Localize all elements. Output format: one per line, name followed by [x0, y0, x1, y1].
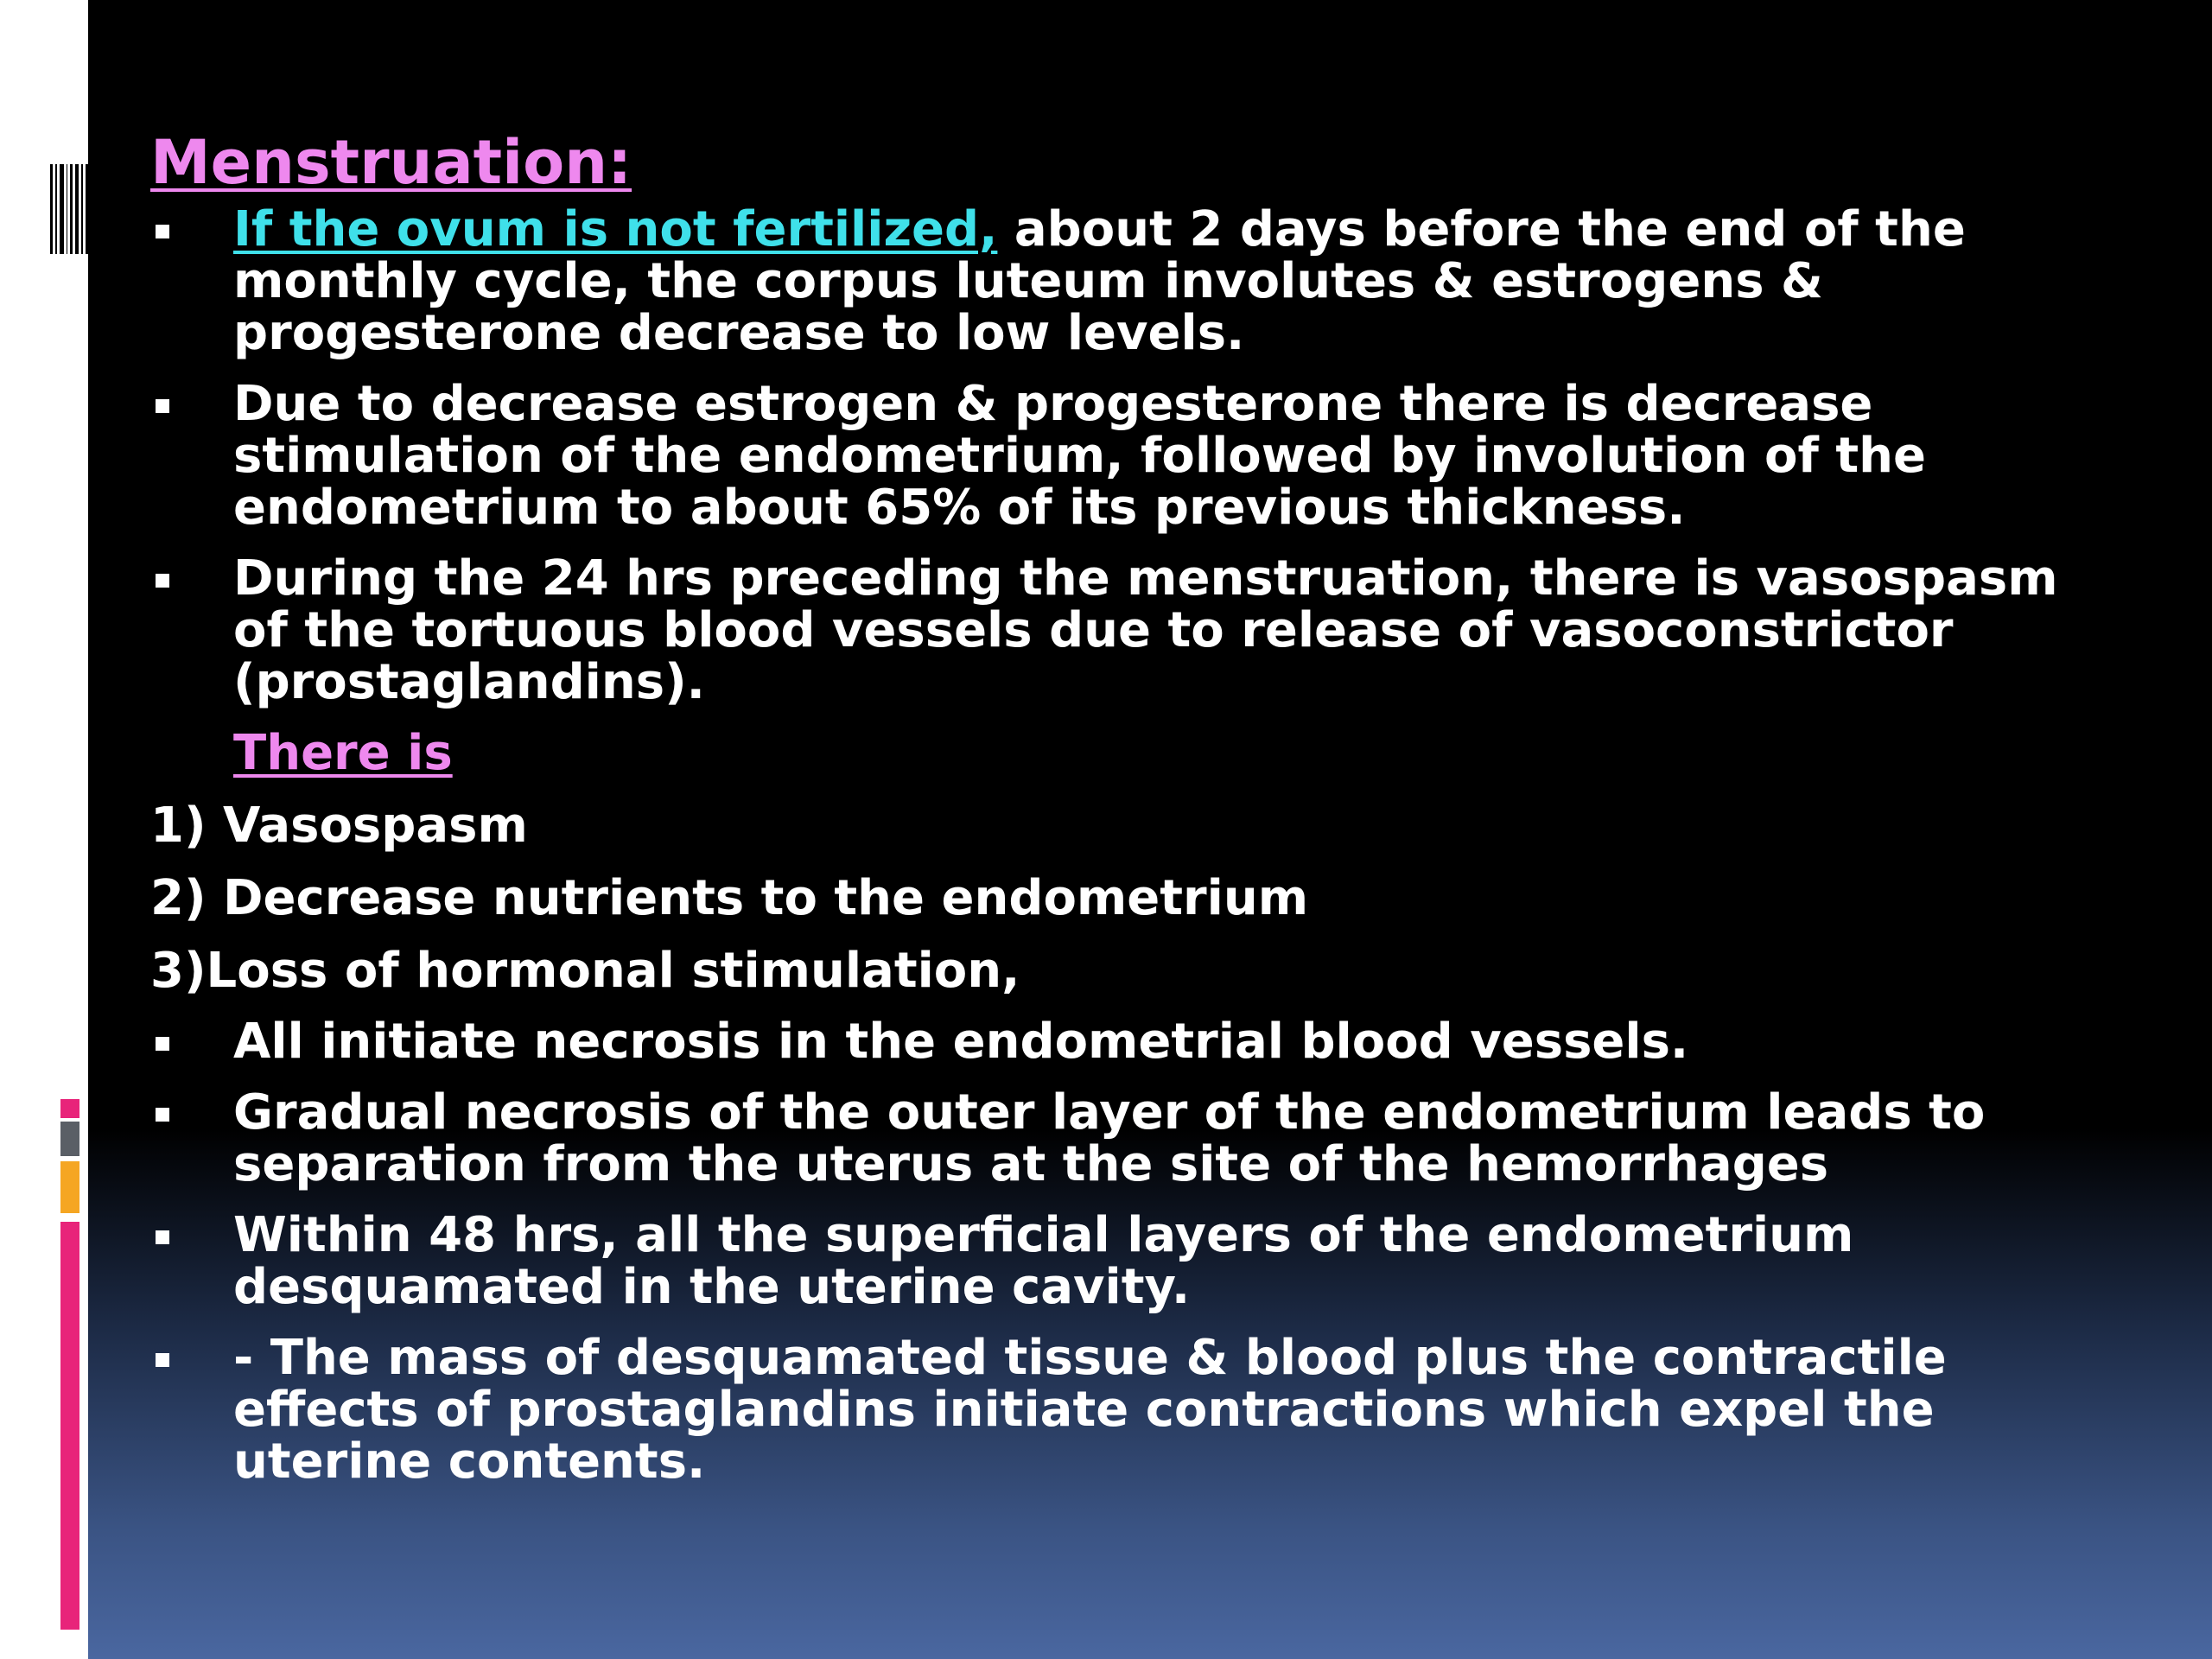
bullet-item: [150, 1084, 2094, 1192]
bullet-item: [150, 378, 2094, 534]
hyperlink-text[interactable]: If the ovum is not fertilized,: [233, 201, 998, 257]
bullet-text: - The mass of desquamated tissue & blood plus the contractile effects of prostaglandins initiate contractions which expel the uterine contents.: [233, 1330, 1947, 1490]
accent-bar-gray: [60, 1122, 79, 1156]
bullet-item: [150, 1332, 2094, 1488]
bullet-text: All initiate necrosis in the endometrial blood vessels.: [233, 1014, 1689, 1070]
bullet-text: Due to decrease estrogen & progesterone there is decrease stimulation of the endometrium, followed by involution of the endometrium to about 65% of its previous thickness.: [233, 376, 1926, 536]
numbered-item: 2) Decrease nutrients to the endometrium: [150, 870, 1309, 926]
bullet-item: [150, 1016, 2094, 1068]
bullet-text: During the 24 hrs preceding the menstruation, there is vasospasm of the tortuous blood vessels due to release of vasoconstrictor (prostaglandins).: [233, 550, 2058, 710]
bullet-item: [150, 1207, 2094, 1315]
numbered-item: 1) Vasospasm: [150, 798, 528, 854]
bullet-square-icon: [156, 399, 169, 413]
accent-bar-magenta: [60, 1222, 79, 1630]
barcode-decoration: [50, 164, 88, 254]
accent-bar-orange: [60, 1161, 79, 1213]
bullet-square-icon: [156, 1230, 169, 1244]
bullet-text: Gradual necrosis of the outer layer of the endometrium leads to separation from the uterus at the site of the hemorrhages: [233, 1084, 1986, 1192]
slide-title: Menstruation:: [150, 127, 632, 198]
bullet-square-icon: [156, 225, 169, 238]
bullet-square-icon: [156, 1108, 169, 1122]
left-margin-strip: [0, 0, 88, 1659]
bullet-square-icon: [156, 1353, 169, 1367]
bullet-text: about 2 days before the end of the monthly cycle, the corpus luteum involutes & estrogens & progesterone decrease to low levels.: [233, 201, 1966, 361]
numbered-item: 3)Loss of hormonal stimulation,: [150, 943, 1020, 999]
bullet-square-icon: [156, 1037, 169, 1051]
slide-content: [150, 128, 2094, 1488]
bullet-text: Within 48 hrs, all the superficial layers of the endometrium desquamated in the uterine cavity.: [233, 1207, 1854, 1315]
bullet-square-icon: [156, 574, 169, 588]
accent-bar-magenta-top: [60, 1099, 79, 1118]
subheading: There is: [233, 725, 453, 781]
bullet-item: [150, 201, 2094, 361]
bullet-item: [150, 550, 2094, 710]
